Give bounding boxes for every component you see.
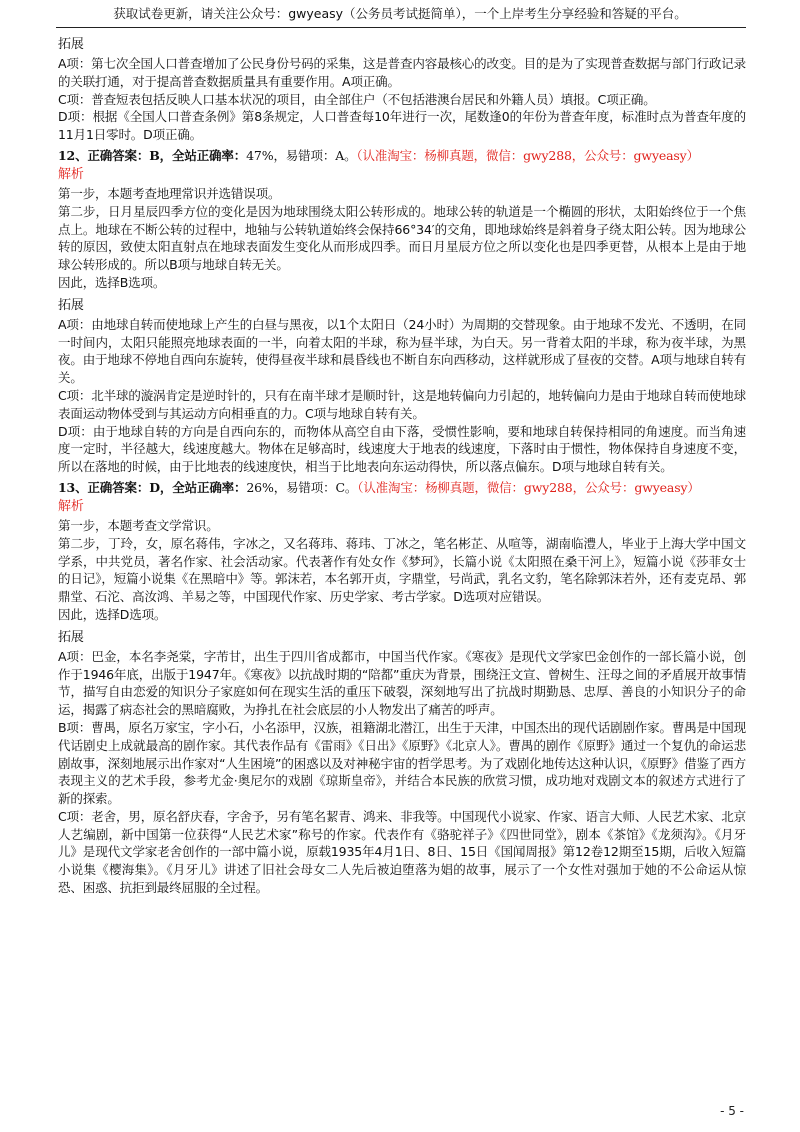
section-heading: 拓展 bbox=[58, 629, 84, 645]
paragraph: C项：老舍，男，原名舒庆春，字舍予，另有笔名絜青、鸿来、非我等。中国现代小说家、作家、语言大师、人民艺术家、北京人艺编剧，新中国第一位获得“人民艺术家”称号的作家。代表作有《骆驼祥子》《四世同堂》，剧本《茶馆》《龙须沟》。《月牙儿》是现代文学家老舍创作的一部中篇小说，原载1935年4月1日、8日、15日《国闻周报》第12卷12期至15期，后收入短篇小说集《樱海集》。《月牙儿》讲述了旧社会母女二人先后被迫堕落为娼的故事，展示了一个女性对强加于她的不公命运从惊恐、困惑、抗拒到最终屈服的全过程。 bbox=[58, 808, 746, 896]
document-body bbox=[58, 34, 746, 897]
correct-answer: B bbox=[149, 147, 160, 163]
correct-answer: D bbox=[149, 479, 160, 495]
answer-summary bbox=[58, 148, 246, 163]
accuracy-rate: 47% bbox=[246, 147, 274, 163]
answer-label: 、正确答案： bbox=[75, 147, 150, 163]
paragraph: A项：第七次全国人口普查增加了公民身份号码的采集，这是普查内容最核心的改变。目的是为了实现普查数据与部门行政记录的关联打通，对于提高普查数据质量具有重要作用。A项正确。 bbox=[58, 56, 746, 89]
question-answer-line bbox=[58, 146, 746, 165]
question-number: 13 bbox=[58, 479, 76, 495]
analysis-heading: 解析 bbox=[58, 166, 84, 182]
promo-text: （认准淘宝：杨柳真题，微信：gwy288，公众号：gwyeasy） bbox=[357, 479, 700, 495]
paragraph: C项：普查短表包括反映人口基本状况的项目，由全部住户（不包括港澳台居民和外籍人员）填报。C项正确。 bbox=[58, 91, 656, 107]
promo-text: （认准淘宝：杨柳真题，微信：gwy288，公众号：gwyeasy） bbox=[356, 147, 699, 163]
header-rule bbox=[56, 27, 746, 28]
page-number: - 5 - bbox=[720, 1104, 744, 1118]
paragraph: 第二步，日月星辰四季方位的变化是因为地球围绕太阳公转形成的。地球公转的轨道是一个椭圆的形状，太阳始终位于一个焦点上。地球在不断公转的过程中，地轴与公转轨道始终会保持66°34′的交角，即地球始终是斜着身子绕太阳公转。因为地球公转的原因，致使太阳直射点在地球表面发生变化从而形成四季。而日月星辰方位之所以变化也是四季更替，从根本上是由于地球公转形成的。所以B项与地球自转无关。 bbox=[58, 203, 746, 273]
paragraph: 第二步，丁玲，女，原名蒋伟，字冰之，又名蒋玮、蒋玮、丁冰之，笔名彬芷、从喧等，湖南临澧人，毕业于上海大学中国文学系，中共党员，著名作家、社会活动家。代表著作有处女作《梦珂》，长篇小说《太阳照在桑干河上》，短篇小说《莎菲女士的日记》，短篇小说集《在黑暗中》等。郭沫若，本名郭开贞，字鼎堂，号尚武，乳名文豹，笔名除郭沫若外，还有麦克昂、郭鼎堂、石沱、高汝鸿、羊易之等，中国现代作家、历史学家、考古学家。D选项对应错误。 bbox=[58, 535, 746, 605]
section-heading: 拓展 bbox=[58, 297, 84, 313]
accuracy-label: ，全站正确率： bbox=[159, 147, 247, 163]
question-answer-line bbox=[58, 478, 746, 497]
paragraph: 因此，选择D选项。 bbox=[58, 606, 167, 622]
paragraph: A项：由地球自转而使地球上产生的白昼与黑夜，以1个太阳日（24小时）为周期的交替现象。由于地球不发光、不透明，在同一时间内，太阳只能照亮地球表面的一半，向着太阳的半球，称为昼半球，为白天。另一背着太阳的半球，称为夜半球，为黑夜。由于地球不停地自西向东旋转，使得昼夜半球和晨昏线也不断自东向西移动，这样就形成了昼夜的交替。A项与地球自转有关。 bbox=[58, 316, 746, 386]
accuracy-rate: 26% bbox=[246, 479, 274, 495]
paragraph: 第一步，本题考查文学常识。 bbox=[58, 517, 219, 533]
paragraph: 因此，选择B选项。 bbox=[58, 274, 166, 290]
paragraph: D项：根据《全国人口普查条例》第8条规定，人口普查每10年进行一次，尾数逢0的年份为普查年度，标准时点为普查年度的11月1日零时。D项正确。 bbox=[58, 109, 746, 143]
page-header: 获取试卷更新，请关注公众号：gwyeasy（公务员考试挺简单），一个上岸考生分享经验和答疑的平台。 bbox=[113, 6, 687, 21]
answer-label: 、正确答案： bbox=[75, 479, 150, 495]
paragraph: C项：北半球的漩涡肯定是逆时针的，只有在南半球才是顺时针，这是地转偏向力引起的，地转偏向力是由于地球自转而使地球表面运动物体受到与其运动方向相垂直的力。C项与地球自转有关。 bbox=[58, 387, 746, 421]
paragraph: D项：由于地球自转的方向是自西向东的，而物体从高空自由下落，受惯性影响，要和地球自转保持相同的角速度。而当角速度一定时，半径越大，线速度越大。物体在足够高时，线速度大于地表的线速度，下落时由于惯性，物体保持自身速度不变，所以在落地的时候，由于比地表的线速度快，相当于比地表向东运动得快，所以落点偏东。D项与地球自转有关。 bbox=[58, 423, 746, 475]
question-number: 12 bbox=[58, 147, 76, 163]
answer-summary bbox=[58, 480, 246, 495]
analysis-heading: 解析 bbox=[58, 498, 84, 514]
accuracy-label: ，全站正确率： bbox=[159, 479, 247, 495]
common-wrong-option: ，易错项：C。 bbox=[273, 479, 358, 495]
paragraph: 第一步，本题考查地理常识并选错误项。 bbox=[58, 185, 281, 201]
paragraph: A项：巴金，本名李尧棠，字芾甘，出生于四川省成都市，中国当代作家。《寒夜》是现代文学家巴金创作的一部长篇小说，创作于1946年底，出版于1947年。《寒夜》以抗战时期的“陪都”重庆为背景，围绕汪文宣、曾树生、汪母之间的矛盾展开故事情节，描写自由恋爱的知识分子家庭如何在现实生活的重压下破裂，深刻地写出了抗战时期勤恳、忠厚、善良的小知识分子的命运，揭露了病态社会的黑暗腐败，为挣扎在社会底层的小人物发出了痛苦的呼声。 bbox=[58, 648, 746, 718]
common-wrong-option: ，易错项：A。 bbox=[273, 147, 357, 163]
section-heading: 拓展 bbox=[58, 37, 84, 52]
paragraph: B项：曹禺，原名万家宝，字小石，小名添甲，汉族，祖籍湖北潜江，出生于天津，中国杰出的现代话剧剧作家。曹禺是中国现代话剧史上成就最高的剧作家。其代表作品有《雷雨》《日出》《原野》《北京人》。曹禺的剧作《原野》通过一个复仇的命运悲剧故事，深刻地展示出作家对“人生困境”的困惑以及对神秘宇宙的哲学思考。为了戏剧化地传达这种认识，《原野》借鉴了西方表现主义的艺术手段，参考尤金·奥尼尔的戏剧《琼斯皇帝》，并结合本民族的欣赏习惯，成功地对戏剧文本的叙述方式进行了新的探索。 bbox=[58, 719, 746, 807]
